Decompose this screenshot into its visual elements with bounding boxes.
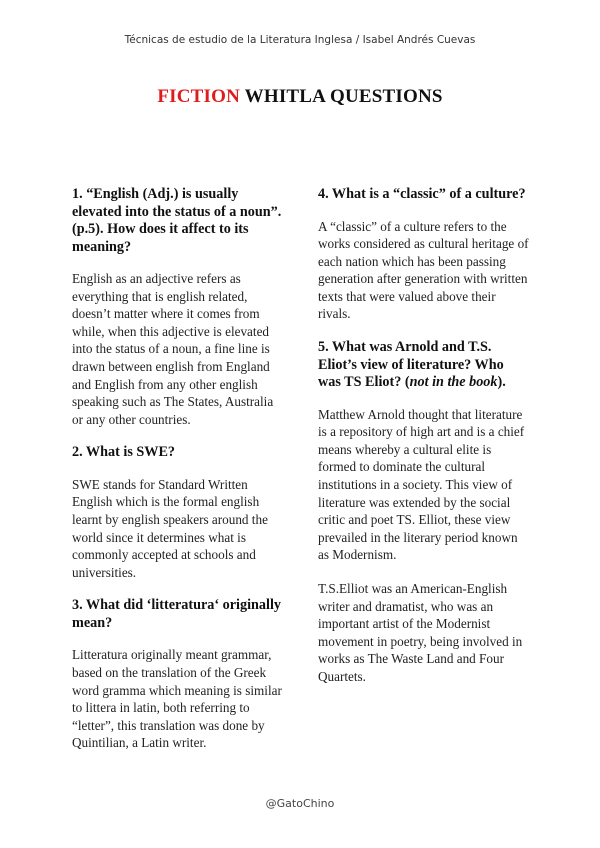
question-2: 2. What is SWE? (72, 444, 176, 461)
page-title (0, 86, 600, 108)
question-3: 3. What did ‘litteratura‘ originally mean? (72, 597, 281, 631)
question-4: 4. What is a “classic” of a culture? (318, 186, 526, 202)
question-5-main: 5. What was Arnold and T.S. Eliot’s view of literature? Who was TS Eliot? ( (318, 339, 504, 391)
question-5-end: ). (497, 374, 506, 391)
answer-4: A “classic” of a culture refers to the works considered as cultural heritage of each nation which has been passing generation after generation with written texts that were valued above their rivals. (318, 218, 529, 322)
answer-5a: Matthew Arnold thought that literature is a repository of high art and is a chief means whereby a cultural elite is formed to dominate the cultural institutions in a society. This view of literature was extended by the social critic and poet TS. Elliot, these view prevailed in the literary period known as Modernism. (318, 406, 525, 563)
question-5-italic: not in the book (409, 374, 498, 391)
answer-5b: T.S.Elliot was an American-English writer and dramatist, who was an important artist of the Modernist movement in poetry, being involved in works as The Waste Land and Four Quartets. (318, 580, 523, 684)
question-1: 1. “English (Adj.) is usually elevated into the status of a noun”. (p.5). How does it affect to its meaning? (72, 186, 282, 255)
title-fiction: FICTION (157, 86, 241, 107)
question-5 (318, 339, 530, 392)
answer-3: Litteratura originally meant grammar, based on the translation of the Greek word gramma which meaning is similar to littera in latin, both referring to “letter”, this translation was done by Quintilian, a Latin writer. (72, 647, 282, 751)
left-column (72, 186, 284, 768)
page-footer: @GatoChino (265, 797, 335, 810)
answer-1: English as an adjective refers as everything that is english related, doesn’t matter where it comes from while, when this adjective is elevated into the status of a noun, a fine line is drawn between english from England and English from any other english speaking such as The States, Australia or any other countries. (72, 271, 274, 427)
answer-2: SWE stands for Standard Written English which is the formal english learnt by english speakers around the world since it determines what is commonly accepted at schools and universities. (72, 476, 268, 580)
right-column (318, 186, 530, 701)
title-rest: WHITLA QUESTIONS (240, 86, 443, 107)
page-header: Técnicas de estudio de la Literatura Inglesa / Isabel Andrés Cuevas (124, 34, 476, 46)
